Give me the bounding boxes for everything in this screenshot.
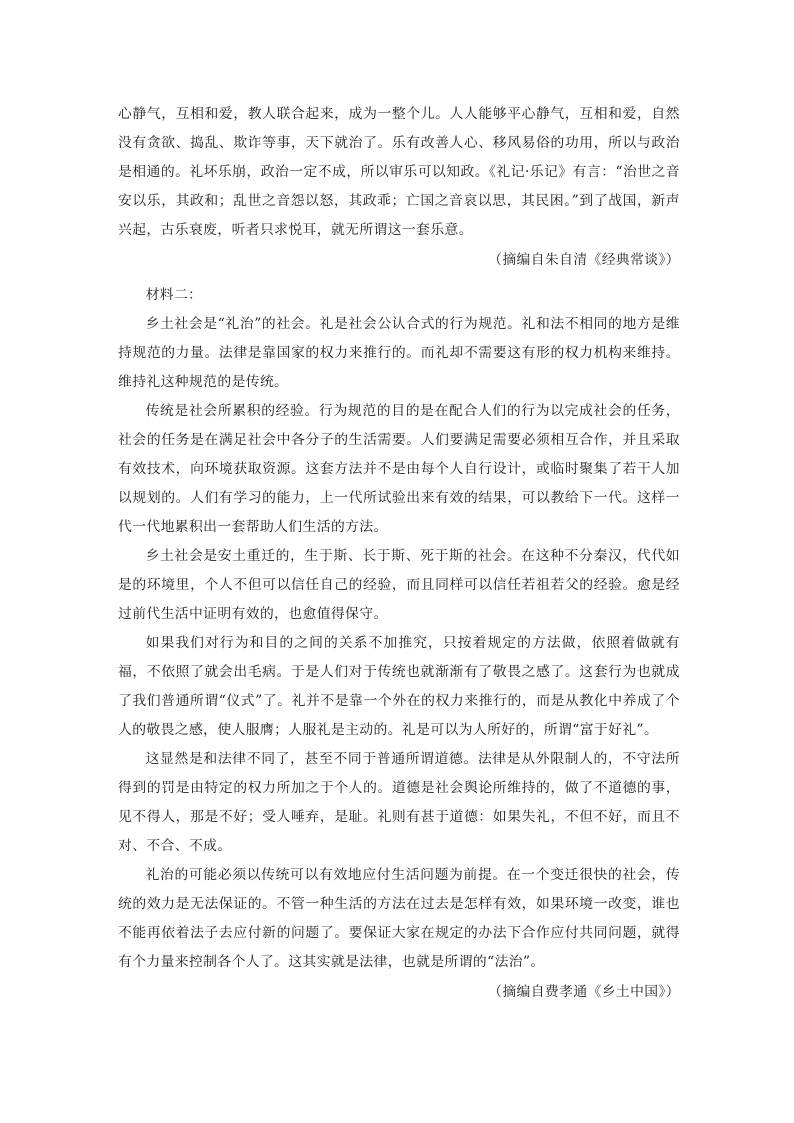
- body-paragraph: 如果我们对行为和目的之间的关系不加推究，只按着规定的方法做，依照着做就有福，不依照了就会出毛病。于是人们对于传统也就渐渐有了敬畏之感了。这套行为也就成了我们普通所谓“仪式”了。礼并不是靠一个外在的权力来推行的，而是从教化中养成了个人的敬畏之感，使人服膺；人服礼是主动的。礼是可以为人所好的，所谓“富于好礼”。: [118, 635, 680, 738]
- body-paragraph: 礼治的可能必须以传统可以有效地应付生活问题为前提。在一个变迁很快的社会，传统的效力是无法保证的。不管一种生活的方法在过去是怎样有效，如果环境一改变，谁也不能再依着法子去应付新的问题了。要保证大家在规定的办法下合作应付共同问题，就得有个力量来控制各个人了。这其实就是法律，也就是所谓的“法治”。: [118, 867, 680, 970]
- body-paragraph: 乡土社会是“礼治”的社会。礼是社会公认合式的行为规范。礼和法不相同的地方是维持规范的力量。法律是靠国家的权力来推行的。而礼却不需要这有形的权力机构来维持。维持礼这种规范的是传统。: [118, 316, 680, 390]
- body-paragraph: 传统是社会所累积的经验。行为规范的目的是在配合人们的行为以完成社会的任务，社会的任务是在满足社会中各分子的生活需要。人们要满足需要必须相互合作，并且采取有效技术，向环境获取资源。这套方法并不是由每个人自行设计，或临时聚集了若干人加以规划的。人们有学习的能力，上一代所试验出来有效的结果，可以教给下一代。这样一代一代地累积出一套帮助人们生活的方法。: [118, 403, 680, 535]
- body-paragraph: 乡土社会是安土重迁的，生于斯、长于斯、死于斯的社会。在这种不分秦汉，代代如是的环境里，个人不但可以信任自己的经验，而且同样可以信任若祖若父的经验。愈是经过前代生活中证明有效的，也愈值得保守。: [118, 548, 680, 622]
- intro-paragraph: 心静气，互相和爱，教人联合起来，成为一整个儿。人人能够平心静气，互相和爱，自然没有贪欲、捣乱、欺诈等事，天下就治了。乐有改善人心、移风易俗的功用，所以与政治是相通的。礼坏乐崩，政治一定不成，所以审乐可以知政。《礼记·乐记》有言：“治世之音安以乐，其政和；乱世之音怨以怒，其政乖；亡国之音哀以思，其民困。”到了战国，新声兴起，古乐衰废，听者只求悦耳，就无所谓这一套乐意。: [118, 106, 680, 238]
- source-citation-2: （摘编自费孝通《乡土中国》）: [488, 984, 680, 1000]
- body-paragraph: 这显然是和法律不同了，甚至不同于普通所谓道德。法律是从外限制人的，不守法所得到的罚是由特定的权力所加之于个人的。道德是社会舆论所维持的，做了不道德的事，见不得人，那是不好；受人唾弃，是耻。礼则有甚于道德：如果失礼，不但不好，而且不对、不合、不成。: [118, 751, 680, 854]
- document-body: [118, 100, 680, 1013]
- material-2-heading: 材料二：: [145, 287, 203, 303]
- source-citation-1: （摘编自朱自清《经典常谈》）: [488, 252, 680, 268]
